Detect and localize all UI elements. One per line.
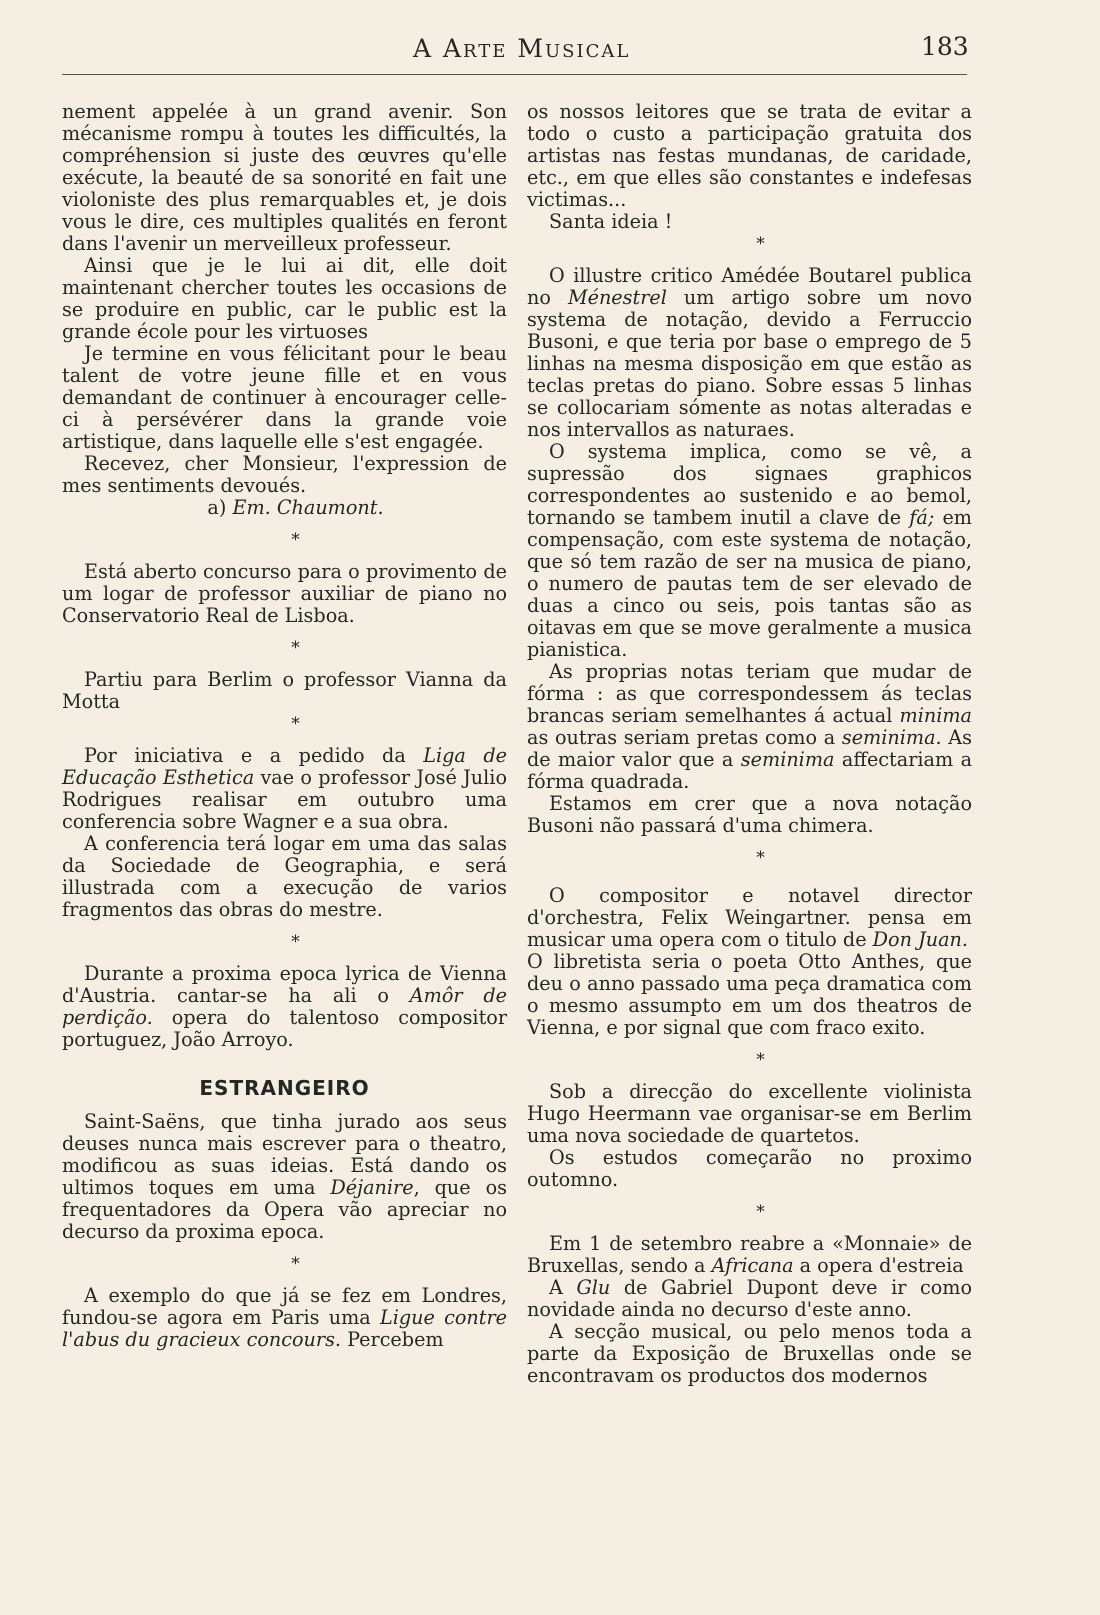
news-weingartner-libretto: O libretista seria o poeta Otto Anthes, que deu o anno passado uma peça dramatica com o mesmo assumpto em um dos theatros de Vienna, e por signal que com fraco exito.	[527, 950, 972, 1039]
letter-paragraph-3: Je termine en vous félicitant pour le beau talent de votre jeune fille et en vous demandant de continuer à encourager celle-ci à persévérer dans la grande voie artistique, dans laquelle elle s'est engagée.	[62, 342, 507, 453]
news-concurso: Está aberto concurso para o provimento de um logar de professor auxiliar de piano no Conservatorio Real de Lisboa.	[62, 560, 507, 627]
news-systema: O systema implica, como se vê, a supressão dos signaes graphicos correspondentes ao sustenido e ao bemol, tornando se tambem inutil a clave de fá; em compensação, com este systema de notação, que só tem razão de ser na musica de piano, o numero de pautas tem de ser elevado de duas a cinco ou seis, pois tantas são as oitavas em que se move geralmente a musica pianistica.	[527, 440, 972, 661]
news-ligue-continued: os nossos leitores que se trata de evitar a todo o custo a participação gratuita dos artistas nas festas mundanas, de caridade, etc., em que elles são constantes e indefesas victimas...	[527, 100, 972, 211]
news-weingartner: O compositor e notavel director d'orchestra, Felix Weingartner. pensa em musicar uma opera com o titulo de Don Juan.	[527, 884, 972, 951]
news-saint-saens: Saint-Saëns, que tinha jurado aos seus deuses nunca mais escrever para o theatro, modificou as suas ideias. Está dando os ultimos toques em uma Déjanire, que os frequentadores da Opera vão apreciar no decurso da proxima epoca.	[62, 1110, 507, 1243]
news-boutarel: O illustre critico Amédée Boutarel publica no Ménestrel um artigo sobre um novo systema de notação, devido a Ferruccio Busoni, e que teria por base o emprego de 5 linhas na mesma disposição em que estão as teclas pretas do piano. Sobre essas 5 linhas se collocariam sómente as notas alteradas e nos intervallos as naturaes.	[527, 264, 972, 441]
news-monnaie: Em 1 de setembro reabre a «Monnaie» de Bruxellas, sendo a Africana a opera d'estreia	[527, 1232, 972, 1277]
news-santa-ideia: Santa ideia !	[549, 210, 673, 233]
right-column	[527, 101, 972, 1387]
news-ligue: A exemplo do que já se fez em Londres, fundou-se agora em Paris uma Ligue contre l'abus du gracieux concours. Percebem	[62, 1284, 507, 1351]
section-separator: *	[291, 714, 300, 734]
news-busoni: Estamos em crer que a nova notação Busoni não passará d'uma chimera.	[527, 792, 972, 837]
section-separator: *	[291, 530, 300, 550]
section-separator: *	[756, 1202, 765, 1222]
section-separator: *	[291, 638, 300, 658]
signature-name: Em. Chaumont.	[232, 496, 384, 519]
news-vienna: Durante a proxima epoca lyrica de Vienna d'Austria. cantar-se ha ali o Amôr de perdição. opera do talentoso compositor portuguez, João Arroyo.	[62, 962, 507, 1051]
left-column	[62, 101, 507, 1351]
journal-title: A Arte Musical	[413, 34, 631, 63]
page-number: 183	[921, 32, 969, 61]
news-seccao: A secção musical, ou pelo menos toda a parte da Exposição de Bruxellas onde se encontravam os productos dos modernos	[527, 1320, 972, 1387]
news-estudos: Os estudos começarão no proximo outomno.	[527, 1146, 972, 1191]
news-conferencia: A conferencia terá logar em uma das salas da Sociedade de Geographia, e será illustrada com a execução de varios fragmentos das obras do mestre.	[62, 832, 507, 921]
letter-signature	[62, 497, 507, 519]
section-separator: *	[291, 1254, 300, 1274]
news-vianna: Partiu para Berlim o professor Vianna da Motta	[62, 668, 507, 713]
news-liga: Por iniciativa e a pedido da Liga de Educação Esthetica vae o professor José Julio Rodrigues realisar em outubro uma conferencia sobre Wagner e a sua obra.	[62, 744, 507, 833]
section-separator: *	[756, 848, 765, 868]
signature-prefix: a)	[207, 496, 227, 519]
section-separator: *	[756, 1050, 765, 1070]
letter-paragraph-4: Recevez, cher Monsieur, l'expression de mes sentiments devoués.	[62, 452, 507, 497]
section-separator: *	[291, 932, 300, 952]
letter-paragraph-1: nement appelée à un grand avenir. Son mécanisme rompu à toutes les difficultés, la compréhension si juste des œuvres qu'elle exécute, la beauté de sa sonorité en fait une violoniste des plus remarquables et, je dois vous le dire, ces multiples qualités en feront dans l'avenir un merveilleux professeur.	[62, 100, 507, 255]
section-heading-estrangeiro: ESTRANGEIRO	[199, 1076, 370, 1100]
letter-paragraph-2: Ainsi que je le lui ai dit, elle doit maintenant chercher toutes les occasions de se produire en public, car le public est la grande école pour les virtuoses	[62, 254, 507, 343]
news-notas: As proprias notas teriam que mudar de fórma : as que correspondessem ás teclas brancas seriam semelhantes á actual minima as outras seriam pretas como a seminima. As de maior valor que a seminima affectariam a fórma quadrada.	[527, 660, 973, 793]
news-heermann: Sob a direcção do excellente violinista Hugo Heermann vae organisar-se em Berlim uma nova sociedade de quartetos.	[527, 1080, 972, 1147]
section-separator: *	[756, 234, 765, 254]
news-glu: A Glu de Gabriel Dupont deve ir como novidade ainda no decurso d'este anno.	[527, 1276, 972, 1321]
header-rule	[62, 74, 967, 75]
page-header	[0, 30, 1100, 70]
